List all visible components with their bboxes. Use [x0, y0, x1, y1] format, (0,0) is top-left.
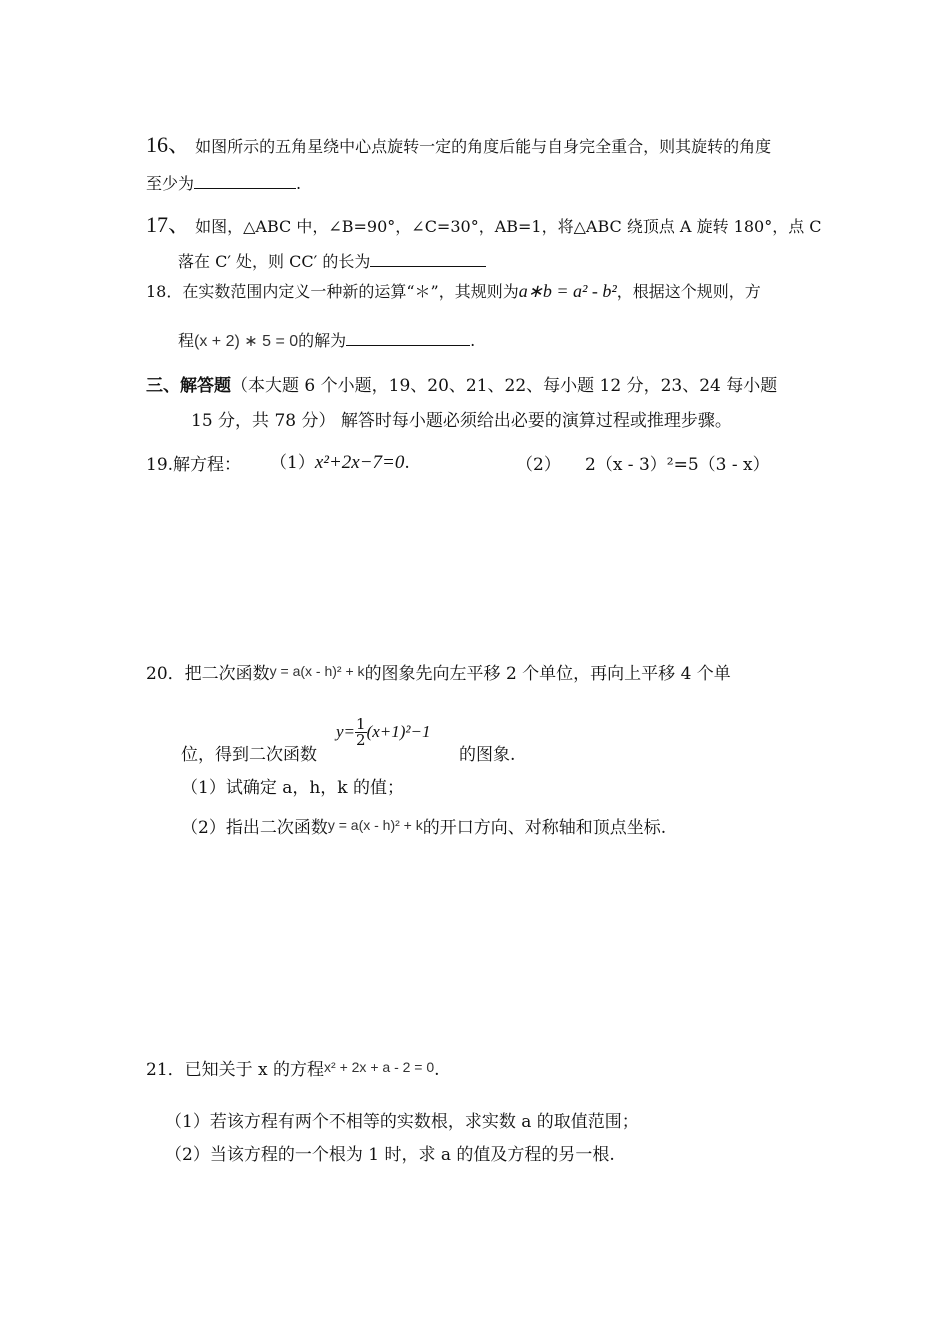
- q16-text: 如图所示的五角星绕中心点旋转一定的角度后能与自身完全重合，则其旋转的角度: [195, 137, 772, 156]
- section3-desc: （本大题 6 个小题，19、20、21、22、每小题 12 分，23、24 每小题: [231, 376, 778, 396]
- q19-label: 19.解方程：: [146, 455, 242, 475]
- q17-line1: [146, 208, 822, 239]
- q20-line2-text: 位，得到二次函数: [181, 745, 317, 765]
- q20-text-post: 的图象先向左平移 2 个单位，再向上平移 4 个单: [364, 664, 731, 684]
- q20-text: 20．把二次函数: [146, 664, 270, 684]
- q20-function: y = a(x - h)² + k: [269, 663, 365, 679]
- q18-answer-blank: [346, 327, 470, 346]
- q19-part2-equation: 2（x - 3）²=5（3 - x）: [585, 455, 770, 475]
- q18-line1: [146, 279, 761, 302]
- q18-equation: (x + 2) ∗ 5 = 0: [194, 333, 299, 350]
- q21-line1: [146, 1055, 440, 1080]
- q21-end: .: [434, 1060, 440, 1080]
- q20-sub1: （1）试确定 a，h，k 的值；: [181, 778, 405, 798]
- q18-end: .: [470, 331, 476, 350]
- section3-desc-line2: 15 分，共 78 分） 解答时每小题必须给出必要的演算过程或推理步骤。: [191, 411, 732, 431]
- q21-sub1: （1）若该方程有两个不相等的实数根，求实数 a 的取值范围；: [165, 1112, 639, 1132]
- q20-target-function: [336, 717, 431, 748]
- q16-end: .: [296, 174, 302, 193]
- q19-part1-equation: x²+2x−7=0: [314, 452, 405, 473]
- q17-number: 17、: [146, 212, 191, 237]
- q19-part1: [270, 448, 410, 474]
- q20-fraction-numerator: 1: [356, 715, 366, 733]
- q18-text-post: ，根据这个规则，方: [616, 282, 761, 301]
- q17-answer-blank: [370, 248, 486, 267]
- q19-part2-label: （2）: [516, 455, 561, 475]
- q16-line1: [146, 128, 771, 159]
- q20-target-y: y=: [336, 722, 356, 741]
- q16-answer-blank: [194, 170, 296, 189]
- q20-line1: [146, 659, 731, 684]
- q16-text-2: 至少为: [146, 174, 195, 193]
- q18-rule-formula: a∗b = a² - b²: [518, 281, 617, 301]
- q20-sub2-function: y = a(x - h)² + k: [327, 817, 423, 833]
- q20-target-rest: (x+1)²−1: [366, 722, 431, 741]
- q18-text-3: 的解为: [298, 331, 347, 350]
- q16-number: 16、: [146, 132, 191, 157]
- q17-text-2: 落在 C′ 处，则 CC′ 的长为: [178, 252, 371, 271]
- q21-text: 21．已知关于 x 的方程: [146, 1060, 325, 1080]
- q20-sub2: [181, 813, 666, 838]
- q20-fraction: [355, 717, 367, 748]
- section3-header: [146, 371, 777, 396]
- q18-text: 18．在实数范围内定义一种新的运算“＊”，其规则为: [146, 282, 519, 301]
- q20-sub2-text: （2）指出二次函数: [181, 818, 328, 838]
- q21-sub2: （2）当该方程的一个根为 1 时，求 a 的值及方程的另一根.: [165, 1145, 615, 1165]
- q18-line2: [178, 327, 475, 351]
- q21-equation: x² + 2x + a - 2 = 0: [324, 1059, 435, 1075]
- q17-text: 如图，△ABC 中，∠B=90°，∠C=30°，AB=1，将△ABC 绕顶点 A 旋转 180°，点 C: [195, 217, 822, 236]
- q20-fraction-denominator: 2: [356, 731, 366, 749]
- q18-text-2: 程: [178, 331, 195, 350]
- q19-part1-label: （1）: [270, 453, 315, 473]
- q20-sub2-text-post: 的开口方向、对称轴和顶点坐标.: [422, 818, 667, 838]
- q17-line2: [178, 248, 486, 272]
- q20-line2-end: 的图象.: [459, 745, 516, 765]
- section3-title: 三、解答题: [146, 376, 231, 396]
- q16-line2: [146, 170, 301, 194]
- q19-part1-end: .: [404, 453, 410, 473]
